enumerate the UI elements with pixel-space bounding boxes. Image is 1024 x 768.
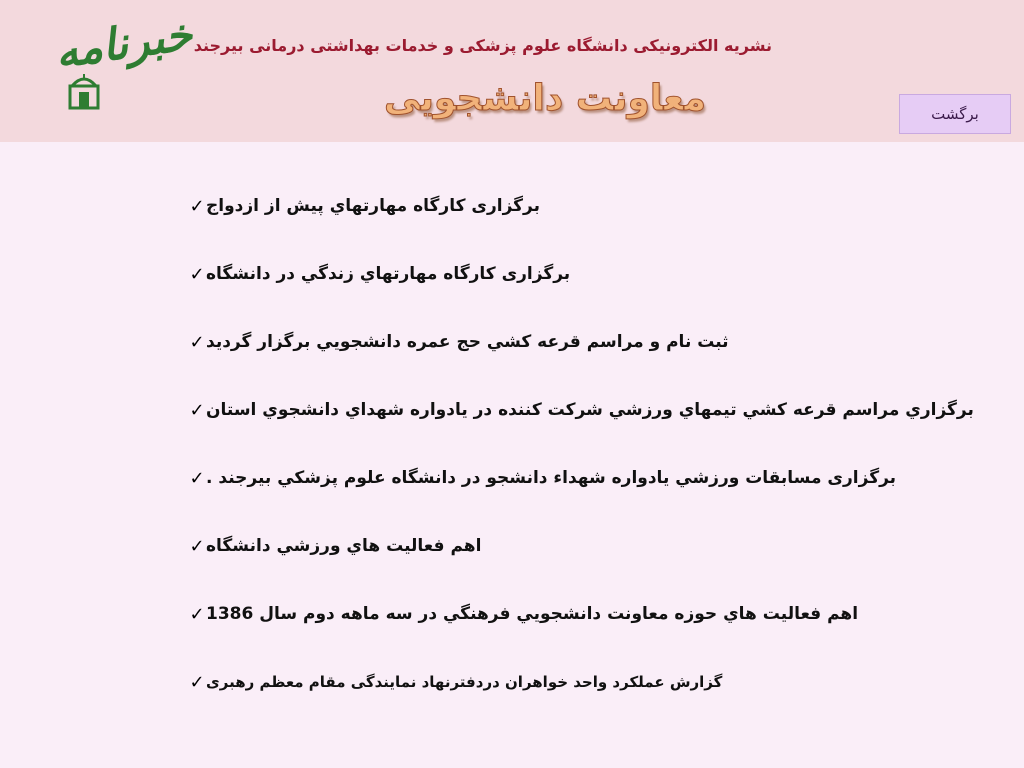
check-icon: ✓	[189, 195, 205, 217]
list-item-label[interactable]: برگزاری کارگاه مهارتهاي زندگي در دانشگاه	[206, 264, 571, 284]
list-item[interactable]	[184, 444, 984, 512]
back-button[interactable]: برگشت	[899, 94, 1011, 134]
check-icon: ✓	[189, 331, 205, 353]
list-item-label[interactable]: اهم فعاليت هاي ورزشي دانشگاه	[206, 536, 482, 556]
list-item-label[interactable]: برگزاری کارگاه مهارتهاي پيش از ازدواج	[206, 196, 541, 216]
list-item[interactable]	[184, 308, 984, 376]
building-icon	[68, 72, 100, 110]
logo-wordmark: خبرنامه	[52, 8, 196, 79]
list-item[interactable]	[184, 648, 984, 716]
list-item[interactable]	[184, 240, 984, 308]
list-item[interactable]	[184, 512, 984, 580]
check-icon: ✓	[189, 399, 205, 421]
check-icon: ✓	[189, 603, 205, 625]
list-item[interactable]	[184, 172, 984, 240]
check-icon: ✓	[189, 671, 205, 693]
list-item-label[interactable]: گزارش عملکرد واحد خواهران دردفترنهاد نمایندگی مقام معظم رهبری	[206, 673, 723, 691]
check-icon: ✓	[189, 535, 205, 557]
list-item-label[interactable]: برگزاري مراسم قرعه كشي تيمهاي ورزشي شركت كننده در يادواره شهداي دانشجوي استان	[206, 400, 974, 420]
header-banner	[0, 0, 1024, 142]
list-item-label[interactable]: برگزاری مسابقات ورزشي يادواره شهداء دانشجو در دانشگاه علوم پزشكي بيرجند .	[206, 468, 897, 488]
header-subtitle: نشریه الکترونیکی دانشگاه علوم پزشکی و خدمات بهداشتی درمانی بیرجند	[193, 36, 772, 55]
list-item-label[interactable]: اهم فعاليت هاي حوزه معاونت دانشجويي فرهنگي در سه ماهه دوم سال 1386	[206, 604, 859, 624]
check-icon: ✓	[189, 263, 205, 285]
list-item-label[interactable]: ثبت نام و مراسم قرعه كشي حج عمره دانشجويي برگزار گرديد	[206, 332, 729, 352]
list-item[interactable]	[184, 376, 984, 444]
page-title: معاونت دانشجویی	[383, 78, 707, 119]
news-list	[184, 172, 984, 716]
list-item[interactable]	[184, 580, 984, 648]
check-icon: ✓	[189, 467, 205, 489]
